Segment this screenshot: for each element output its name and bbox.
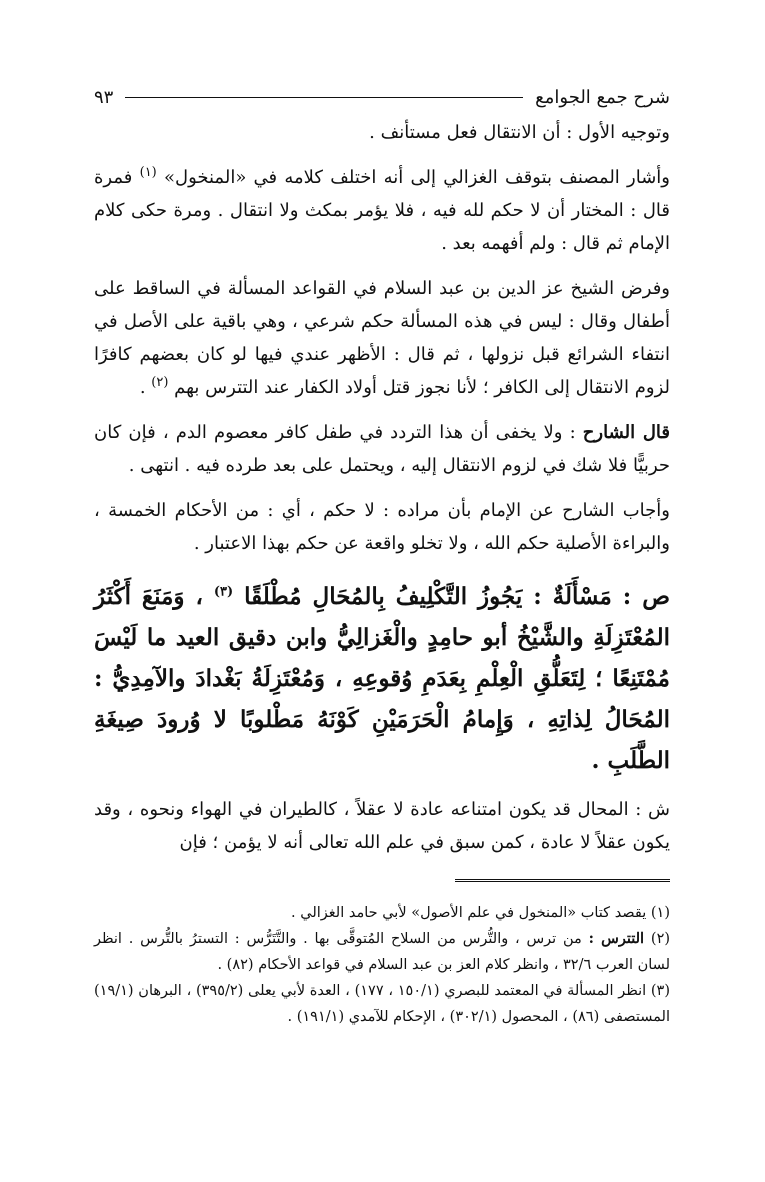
footnote-2-number: (٢) bbox=[650, 931, 671, 947]
paragraph-3-text: وفرض الشيخ عز الدين بن عبد السلام في القواعد المسألة في الساقط على أطفال وقال : ليس في هذه المسألة حكم شرعي ، وهي باقية على الأصل في انتفاء الشرائع قبل نزولها ، ثم قال : الأظهر عندي فيها لو كان بعضهم كافرًا لزوم الانتقال إلى الكافر ؛ لأنا نجوز قتل أولاد الكفار عند التترس بهم bbox=[94, 278, 670, 398]
running-header bbox=[94, 78, 670, 116]
footnote-ref-1: (١) bbox=[139, 165, 157, 180]
paragraph-2 bbox=[94, 161, 670, 260]
paragraph-6: ش : المحال قد يكون امتناعه عادة لا عقلاً ، كالطيران في الهواء ونحوه ، وقد يكون عقلاً لا عادة ، كمن سبق في علم الله تعالى أنه لا يؤمن ؛ فإن bbox=[94, 799, 670, 853]
footnote-2 bbox=[94, 926, 670, 978]
book-title: شرح جمع الجوامع bbox=[535, 86, 670, 108]
paragraph-5: وأجاب الشارح عن الإمام بأن مراده : لا حكم ، أي : من الأحكام الخمسة ، والبراءة الأصلية حكم الله ، ولا تخلو واقعة عن حكم بهذا الاعتبار . bbox=[94, 500, 670, 554]
paragraph-3-end: . bbox=[139, 377, 146, 398]
footnote-2-term: التترس : bbox=[588, 930, 645, 947]
footnote-ref-3: (٣) bbox=[213, 584, 234, 600]
footnote-1: (١) يقصد كتاب «المنخول في علم الأصول» لأبي حامد الغزالي . bbox=[291, 905, 670, 921]
footnote-2-text: من ترس ، والتُّرس من السلاح المُتوقَّى بها . والتَّتَرُّس : التسترُ بالتُّرس . انظر لسان العرب ٣٢/٦ ، وانظر كلام العز بن عبد السلام في قواعد الأحكام (٨٢) . bbox=[94, 931, 670, 973]
paragraph-4 bbox=[94, 416, 670, 482]
footnote-3: (٣) انظر المسألة في المعتمد للبصري (١٥٠/١ ، ١٧٧) ، العدة لأبي يعلى (٣٩٥/٢) ، البرهان (١٩/١) المستصفى (٨٦) ، المحصول (٣٠٢/١) ، الإحكام للآمدي (١٩١/١) . bbox=[94, 983, 671, 1025]
page-number: ٩٣ bbox=[94, 86, 114, 108]
book-page bbox=[94, 78, 670, 1030]
footnote-separator bbox=[455, 879, 670, 884]
paragraph-2-lead: وأشار المصنف بتوقف الغزالي إلى أنه اختلف كلامه في «المنخول» bbox=[163, 167, 670, 188]
footnote-ref-2: (٢) bbox=[151, 375, 169, 390]
paragraph-3 bbox=[94, 272, 670, 404]
sharih-label: قال الشارح bbox=[582, 422, 670, 443]
paragraph-2-rest: فمرة قال : المختار أن لا حكم لله فيه ، فلا يؤمر بمكث ولا انتقال . ومرة حكى كلام الإمام ثم قال : ولم أفهمه بعد . bbox=[94, 167, 670, 254]
paragraph-1: وتوجيه الأول : أن الانتقال فعل مستأنف . bbox=[369, 122, 670, 143]
header-rule bbox=[125, 97, 523, 98]
matn-lead: ص : مَسْأَلَةٌ : يَجُوزُ التَّكْلِيفُ بِالمُحَالِ مُطْلَقًا bbox=[244, 583, 671, 610]
matn-rest: ، وَمَنَعَ أَكْثَرُ المُعْتَزِلَةِ والشَّيْخُ أبو حامِدٍ والْغَزالِيُّ وابن دقيق العيد ما لَيْسَ مُمْتَنِعًا ؛ لِتَعَلُّقِ الْعِلْمِ بِعَدَمِ وُقوعِهِ ، وَمُعْتَزِلَةُ بَغْدادَ والآمِدِيُّ : المُحَالُ لِذاتِهِ ، وَإِمامُ الْحَرَمَيْنِ كَوْنَهُ مَطْلوبًا لا وُرودَ صِيغَةِ الطَّلَبِ . bbox=[94, 583, 670, 774]
matn-text bbox=[94, 576, 670, 781]
paragraph-4-text: : ولا يخفى أن هذا التردد في طفل كافر معصوم الدم ، فإن كان حربيًّا فلا شك في لزوم الانتقال إليه ، ويحتمل على بعد طرده فيه . انتهى . bbox=[94, 422, 670, 476]
